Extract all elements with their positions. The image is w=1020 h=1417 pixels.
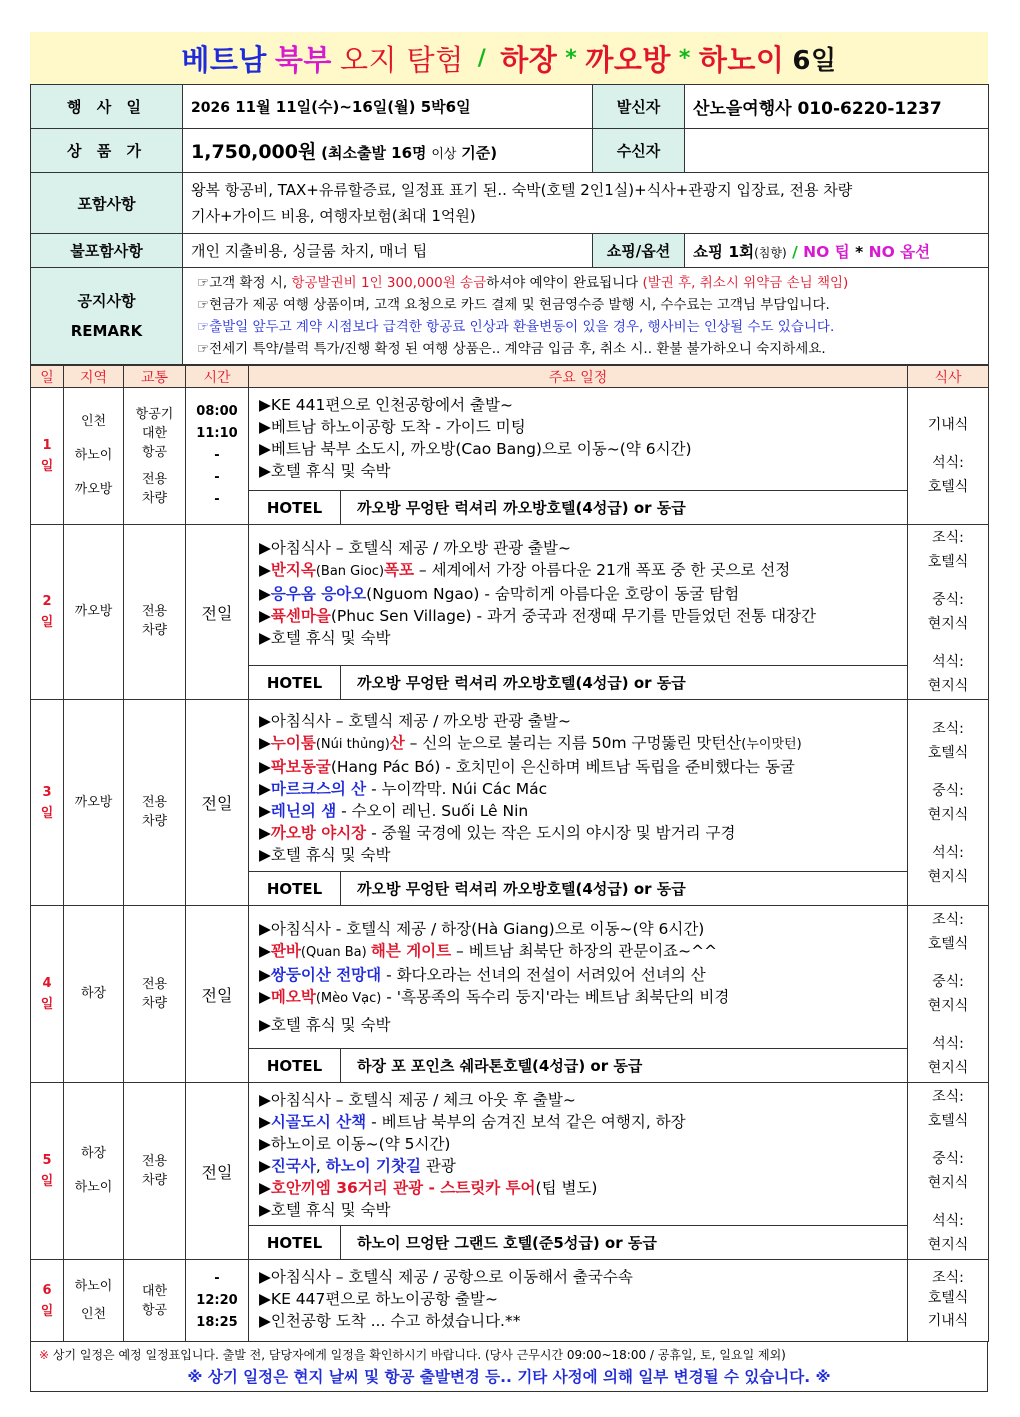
shopping-slash: / — [792, 242, 798, 261]
itinerary-item: ▶호텔 휴식 및 숙박 — [259, 1201, 391, 1219]
hotel-name: 하장 포 포인츠 쉐라톤호텔(4성급) or 동급 — [357, 1057, 643, 1075]
day-regions — [64, 1260, 124, 1342]
title-expedition: 오지 탐험 — [339, 42, 464, 77]
itinerary-item: ▶베트남 북부 소도시, 까오방(Cao Bang)으로 이동~(약 6시간) — [259, 440, 692, 458]
text-cell: - — [214, 492, 220, 507]
text-cell: 중식: — [932, 782, 964, 799]
day-time: 전일 — [186, 700, 249, 906]
notice-line-2: ☞현금가 제공 여행 상품이며, 고객 요청으로 카드 결제 및 현금영수증 발행 시, 수수료는 고객님 부담입니다. — [197, 297, 830, 313]
text-cell: 차량 — [141, 490, 168, 506]
day-row-2 — [31, 525, 989, 700]
text-cell: 현지식 — [927, 998, 969, 1014]
text-cell: – 신의 눈으로 불리는 지름 50m 구멍뚫린 맛턴산 — [404, 734, 742, 752]
text-cell: – 세계에서 가장 아름다운 21개 폭포 중 한 곳으로 선정 — [413, 561, 791, 579]
day-row-6 — [31, 1260, 989, 1342]
text-cell: 호텔식 — [927, 554, 969, 570]
header-day: 일 — [31, 366, 64, 388]
text-cell: 하노이 — [74, 1278, 113, 1294]
included-line-1: 왕복 항공비, TAX+유류할증료, 일정표 표기 된.. 숙박(호텔 2인1실)+식사+관광지 입장료, 전용 차량 — [191, 181, 853, 199]
page-title — [30, 32, 988, 84]
day-meals — [908, 388, 989, 525]
header-transport: 교통 — [124, 366, 186, 388]
hotel-label: HOTEL — [249, 872, 341, 905]
header-time: 시간 — [186, 366, 249, 388]
title-days: 6일 — [792, 45, 837, 76]
date-value — [183, 85, 593, 129]
text-cell: 전용 — [141, 977, 168, 992]
itinerary-item: ▶호텔 휴식 및 숙박 — [259, 846, 391, 864]
text-cell: 조식: — [932, 530, 964, 546]
text-cell: 폭포 — [384, 561, 414, 579]
text-cell: (Hang Pác Bó) - 호치민이 은신하며 베트남 독립을 준비했다는 동굴 — [330, 758, 795, 776]
header-region: 지역 — [64, 366, 124, 388]
itinerary-item: ▶메오박(Mèo Vạc) - '흑몽족의 독수리 둥지'라는 베트남 최북단의 비경 — [259, 988, 730, 1006]
text-cell: 차량 — [141, 623, 168, 638]
text-cell: 중식: — [932, 592, 964, 608]
day-regions — [64, 906, 124, 1083]
text-cell: 일 — [40, 1303, 54, 1319]
text-cell: 꽌바 — [270, 942, 301, 960]
shopping-star: * — [855, 242, 864, 261]
text-cell: 호안끼엠 36거리 관광 - 스트릿카 투어 — [270, 1179, 536, 1197]
text-cell: 마르크스의 산 — [270, 780, 367, 798]
footer-note-2: ※ 상기 일정은 현지 날씨 및 항공 출발변경 등.. 기타 사정에 의해 일부 변경될 수 있습니다. ※ — [187, 1368, 831, 1386]
day-number — [31, 388, 64, 525]
text-cell: 차량 — [141, 1173, 168, 1188]
text-cell: 호텔식 — [927, 1113, 969, 1129]
hotel-row — [249, 871, 907, 905]
text-cell: 상기 일정은 예정 일정표입니다. 출발 전, 담당자에게 일정을 확인하시기 바랍니다. (당사 근무시간 09:00~18:00 / 공휴일, 토, 일요일 제외) — [49, 1348, 786, 1362]
notice-line-1 — [197, 272, 980, 294]
day-row-5 — [31, 1083, 989, 1260]
itinerary-item: ▶KE 441편으로 인천공항에서 출발~ — [259, 396, 513, 414]
day-regions — [64, 388, 124, 525]
schedule-table — [30, 365, 989, 1342]
text-cell: ※ — [39, 1348, 50, 1362]
itinerary-item: ▶아침식사 – 호텔식 제공 / 까오방 관광 출발~ — [259, 539, 571, 557]
text-cell: – 베트남 최북단 하장의 관문이죠~^^ — [451, 942, 718, 960]
text-cell: 까오방 — [74, 482, 113, 497]
text-cell: 11:10 — [196, 426, 238, 441]
text-cell: 항공 — [141, 444, 168, 460]
day-itinerary — [249, 388, 908, 525]
no-option: NO 옵션 — [868, 242, 931, 261]
hotel-name: 까오방 무엉탄 럭셔리 까오방호텔(4성급) or 동급 — [357, 499, 686, 517]
notice-label — [31, 268, 183, 365]
day-itinerary — [249, 525, 908, 700]
text-cell: (팁 별도) — [535, 1179, 598, 1197]
hotel-name: 까오방 무엉탄 럭셔리 까오방호텔(4성급) or 동급 — [357, 674, 686, 692]
text-cell: 현지식 — [927, 616, 969, 632]
text-cell: 인천 — [80, 1306, 107, 1322]
text-cell: 일 — [40, 1174, 54, 1189]
day-meals — [908, 700, 989, 906]
no-tip: NO 팁 — [803, 242, 850, 261]
price-label: 상 품 가 — [31, 129, 183, 173]
receiver-label: 수신자 — [593, 129, 685, 173]
text-cell: 까오방 야시장 — [270, 824, 367, 842]
text-cell: 조식: — [932, 720, 964, 737]
text-cell: 시골도시 산책 — [270, 1113, 367, 1131]
text-cell: (Ban Gioc) — [315, 564, 385, 579]
itinerary-item: ▶호텔 휴식 및 숙박 — [259, 629, 391, 647]
itinerary-item: ▶아침식사 – 호텔식 제공 / 까오방 관광 출발~ — [259, 712, 571, 730]
text-cell: 현지식 — [927, 1175, 969, 1191]
itinerary-item: ▶아침식사 – 호텔식 제공 / 체크 아웃 후 출발~ — [259, 1091, 576, 1109]
day-transport — [124, 1083, 186, 1260]
excluded-label: 불포함사항 — [31, 234, 183, 268]
notice-1c: 하셔야 예약이 완료됩니다 — [486, 275, 639, 291]
text-cell: 전용 — [141, 471, 168, 487]
text-cell: 관광 — [420, 1157, 456, 1175]
text-cell: 08:00 — [196, 404, 238, 419]
day-row-4 — [31, 906, 989, 1083]
notice-body — [183, 268, 989, 365]
text-cell: (Mèo Vạc) — [315, 991, 382, 1006]
text-cell: 일 — [40, 805, 54, 821]
text-cell: 석식: — [932, 1036, 964, 1052]
text-cell: (누이맛턴) — [741, 737, 802, 752]
text-cell: 전용 — [141, 1154, 168, 1169]
sender-label: 발신자 — [593, 85, 685, 129]
text-cell: 호텔식 — [927, 1289, 969, 1306]
text-cell: 4 — [42, 976, 52, 991]
text-cell: 석식: — [932, 654, 964, 670]
text-cell: 현지식 — [927, 806, 969, 823]
price-cell — [183, 129, 593, 173]
text-cell: - '흑몽족의 독수리 둥지'라는 베트남 최북단의 비경 — [381, 988, 730, 1006]
price-value: 1,750,000원 — [191, 141, 317, 163]
day-transport — [124, 388, 186, 525]
excluded-value: 개인 지출비용, 싱글룸 차지, 매너 팁 — [183, 234, 593, 268]
text-cell: 12:20 — [196, 1292, 238, 1308]
text-cell: (Nguom Ngao) - 숨막히게 아름다운 호랑이 동굴 탐험 — [366, 585, 740, 603]
text-cell: 호텔식 — [927, 479, 969, 495]
day-number — [31, 700, 64, 906]
text-cell: 레닌의 샘 — [270, 802, 337, 820]
text-cell: 항공기 — [135, 406, 174, 422]
included-line-2: 기사+가이드 비용, 여행자보험(최대 1억원) — [191, 207, 476, 225]
itinerary-item: ▶응우옴 응아오(Nguom Ngao) - 숨막히게 아름다운 호랑이 동굴 탐험 — [259, 585, 740, 603]
notice-line-3: ☞출발일 앞두고 계약 시점보다 급격한 항공료 인상과 환율변동이 있을 경우, 행사비는 인상될 수도 있습니다. — [197, 319, 835, 335]
text-cell: (Núi thủng) — [315, 737, 390, 752]
notice-line-4: ☞전세기 특약/블럭 특가/진행 확정 된 여행 상품은.. 계약금 입금 후, 취소 시.. 환불 불가하오니 숙지하세요. — [197, 341, 826, 357]
date-range: 11월 11일(수)~16일(월) 5박6일 — [235, 98, 471, 116]
text-cell: 석식: — [932, 1213, 964, 1229]
text-cell: 전용 — [141, 604, 168, 619]
text-cell: 석식: — [932, 455, 964, 471]
date-year: 2026 — [191, 100, 230, 116]
date-label: 행 사 일 — [31, 85, 183, 129]
text-cell: 3 — [42, 784, 52, 800]
text-cell: , — [315, 1157, 326, 1175]
text-cell: 까오방 — [74, 794, 113, 810]
text-cell: 조식: — [932, 912, 964, 928]
day-regions — [64, 525, 124, 700]
text-cell: 일 — [40, 615, 54, 630]
day-time: 전일 — [186, 906, 249, 1083]
notice-label-en: REMARK — [70, 322, 143, 340]
day-row-3 — [31, 700, 989, 906]
day-meals — [908, 906, 989, 1083]
text-cell: 응우옴 응아오 — [270, 585, 367, 603]
included-label: 포함사항 — [31, 173, 183, 234]
title-star-1: * — [565, 45, 578, 71]
text-cell: - — [214, 1270, 220, 1286]
text-cell: 석식: — [932, 844, 964, 861]
itinerary-item: ▶아침식사 - 호텔식 제공 / 하장(Hà Giang)으로 이동~(약 6시간) — [259, 920, 705, 938]
header-meals: 식사 — [908, 366, 989, 388]
sender-value: 산노을여행사 010-6220-1237 — [685, 85, 989, 129]
text-cell: 일 — [40, 997, 54, 1012]
title-north: 북부 — [274, 42, 332, 77]
day-row-1 — [31, 388, 989, 525]
footer-notes — [30, 1342, 988, 1392]
text-cell: 퓩센마을 — [270, 607, 331, 625]
price-note-a: (최소출발 16명 — [321, 144, 427, 162]
header-itinerary: 주요 일정 — [249, 366, 908, 388]
day-itinerary — [249, 1260, 908, 1342]
text-cell: - 중월 국경에 있는 작은 도시의 야시장 및 밤거리 구경 — [366, 824, 736, 842]
text-cell: 까오방 — [74, 604, 113, 619]
included-value — [183, 173, 989, 234]
day-meals — [908, 1260, 989, 1342]
day-number — [31, 525, 64, 700]
hotel-label: HOTEL — [249, 1049, 341, 1082]
text-cell: (Phuc Sen Village) - 과거 중국과 전쟁때 무기를 만들었던 전통 대장간 — [330, 607, 817, 625]
text-cell: (Quan Ba) — [300, 945, 371, 960]
itinerary-page — [30, 32, 988, 1392]
day-regions — [64, 700, 124, 906]
hotel-label: HOTEL — [249, 491, 341, 524]
text-cell: 기내식 — [927, 1312, 969, 1329]
title-separator: / — [477, 45, 487, 71]
itinerary-item: ▶시골도시 산책 - 베트남 북부의 숨겨진 보석 같은 여행지, 하장 — [259, 1113, 686, 1131]
price-note-b: 이상 — [431, 147, 457, 162]
itinerary-item: ▶아침식사 – 호텔식 제공 / 공항으로 이동해서 출국수속 — [259, 1268, 633, 1286]
text-cell: 반지옥 — [270, 561, 316, 579]
day-transport — [124, 700, 186, 906]
day-times — [186, 1260, 249, 1342]
shopping-value — [685, 234, 989, 268]
title-star-2: * — [678, 45, 691, 71]
text-cell: 진국사 — [270, 1157, 316, 1175]
text-cell: 차량 — [141, 813, 168, 829]
itinerary-item: ▶누이툼(Núi thủng)산 – 신의 눈으로 불리는 지름 50m 구멍뚫린 맛턴산(누이맛턴) — [259, 734, 802, 752]
day-regions — [64, 1083, 124, 1260]
text-cell: 호텔식 — [927, 936, 969, 952]
text-cell: 항공 — [141, 1302, 168, 1318]
text-cell: - 베트남 북부의 숨겨진 보석 같은 여행지, 하장 — [366, 1113, 686, 1131]
notice-1b: 항공발권비 1인 300,000원 송금 — [291, 275, 487, 291]
day-number — [31, 1083, 64, 1260]
text-cell: 대한 — [141, 1283, 168, 1299]
itinerary-item: ▶레닌의 샘 - 수오이 레닌. Suối Lê Nin — [259, 802, 529, 820]
itinerary-item: ▶호텔 휴식 및 숙박 — [259, 462, 391, 480]
itinerary-item: ▶까오방 야시장 - 중월 국경에 있는 작은 도시의 야시장 및 밤거리 구경 — [259, 824, 736, 842]
text-cell: 대한 — [141, 425, 168, 441]
day-transport — [124, 525, 186, 700]
day-itinerary — [249, 906, 908, 1083]
day-time: 전일 — [186, 525, 249, 700]
itinerary-item: ▶하노이로 이동~(약 5시간) — [259, 1135, 451, 1153]
text-cell: 하노이 기찻길 — [325, 1157, 421, 1175]
text-cell: - 화다오라는 선녀의 전설이 서려있어 선녀의 산 — [381, 966, 706, 984]
text-cell: 누이툼 — [270, 734, 316, 752]
itinerary-item: ▶반지옥(Ban Gioc)폭포 – 세계에서 가장 아름다운 21개 폭포 중 한 곳으로 선정 — [259, 561, 791, 579]
text-cell: 쌍둥이산 전망대 — [270, 966, 382, 984]
text-cell: 1 — [42, 438, 52, 453]
itinerary-item: ▶호안끼엠 36거리 관광 - 스트릿카 투어(팁 별도) — [259, 1179, 598, 1197]
hotel-name: 하노이 므엉탄 그랜드 호텔(준5성급) or 동급 — [357, 1234, 657, 1252]
itinerary-item: ▶꽌바(Quan Ba) 해븐 게이트 – 베트남 최북단 하장의 관문이죠~^^ — [259, 942, 718, 960]
text-cell: 산 — [389, 734, 405, 752]
itinerary-item: ▶진국사, 하노이 기찻길 관광 — [259, 1157, 456, 1175]
price-note-c: 기준) — [461, 144, 498, 162]
itinerary-item: ▶KE 447편으로 하노이공항 출발~ — [259, 1290, 498, 1308]
text-cell: 하노이 — [74, 448, 113, 463]
text-cell: - 수오이 레닌. Suối Lê Nin — [336, 802, 529, 820]
itinerary-item: ▶베트남 하노이공항 도착 - 가이드 미팅 — [259, 418, 526, 436]
title-hagiang: 하장 — [500, 42, 558, 77]
info-table — [30, 84, 989, 365]
day-number — [31, 1260, 64, 1342]
text-cell: 하노이 — [74, 1180, 113, 1195]
text-cell: 전용 — [141, 794, 168, 810]
text-cell: 현지식 — [927, 678, 969, 694]
text-cell: - 누이깍막. Núi Các Mác — [366, 780, 548, 798]
day-time: 전일 — [186, 1083, 249, 1260]
title-hanoi: 하노이 — [698, 42, 785, 77]
text-cell: 호텔식 — [927, 744, 969, 761]
text-cell: 18:25 — [196, 1314, 238, 1330]
day-itinerary — [249, 1083, 908, 1260]
text-cell: 6 — [42, 1282, 52, 1298]
text-cell: 해븐 게이트 — [370, 942, 452, 960]
text-cell: 하장 — [80, 986, 107, 1001]
text-cell: 메오박 — [270, 988, 316, 1006]
title-caobang: 까오방 — [585, 42, 671, 77]
day-itinerary — [249, 700, 908, 906]
shopping-count: 쇼핑 1회 — [693, 242, 755, 261]
day-meals — [908, 525, 989, 700]
title-vietnam: 베트남 — [181, 42, 267, 77]
text-cell: - — [214, 448, 220, 463]
footer-note-1 — [39, 1346, 979, 1363]
text-cell: 5 — [42, 1153, 52, 1168]
day-number — [31, 906, 64, 1083]
shopping-item: (침향) — [754, 245, 787, 260]
hotel-row — [249, 665, 907, 699]
text-cell: 조식: — [932, 1269, 964, 1286]
shopping-label: 쇼핑/옵션 — [593, 234, 685, 268]
notice-1a: ☞고객 확정 시, — [197, 275, 288, 291]
text-cell: 현지식 — [927, 868, 969, 885]
text-cell: 2 — [42, 594, 52, 609]
itinerary-item: ▶쌍둥이산 전망대 - 화다오라는 선녀의 전설이 서려있어 선녀의 산 — [259, 966, 706, 984]
notice-label-ko: 공지사항 — [77, 292, 136, 310]
text-cell: - — [214, 470, 220, 485]
text-cell: 인천 — [80, 414, 107, 429]
itinerary-item: ▶호텔 휴식 및 숙박 — [259, 1016, 391, 1034]
text-cell: 하장 — [80, 1146, 107, 1161]
hotel-row — [249, 1048, 907, 1082]
text-cell: 기내식 — [927, 417, 969, 433]
itinerary-item: ▶마르크스의 산 - 누이깍막. Núi Các Mác — [259, 780, 548, 798]
text-cell: 조식: — [932, 1089, 964, 1105]
notice-1d: (발권 후, 취소시 위약금 손님 책임) — [642, 275, 849, 291]
day-meals — [908, 1083, 989, 1260]
itinerary-item: ▶팍보동굴(Hang Pác Bó) - 호치민이 은신하며 베트남 독립을 준비했다는 동굴 — [259, 758, 795, 776]
hotel-label: HOTEL — [249, 666, 341, 699]
itinerary-item: ▶인천공항 도착 ... 수고 하셨습니다.** — [259, 1312, 521, 1330]
hotel-name: 까오방 무엉탄 럭셔리 까오방호텔(4성급) or 동급 — [357, 880, 686, 898]
text-cell: 팍보동굴 — [270, 758, 331, 776]
hotel-row — [249, 1225, 907, 1259]
text-cell: 중식: — [932, 974, 964, 990]
receiver-value — [685, 129, 989, 173]
day-times — [186, 388, 249, 525]
hotel-row — [249, 490, 907, 524]
itinerary-item: ▶퓩센마을(Phuc Sen Village) - 과거 중국과 전쟁때 무기를 만들었던 전통 대장간 — [259, 607, 817, 625]
text-cell: 현지식 — [927, 1060, 969, 1076]
hotel-label: HOTEL — [249, 1226, 341, 1259]
day-transport — [124, 1260, 186, 1342]
day-transport — [124, 906, 186, 1083]
text-cell: 차량 — [141, 996, 168, 1011]
text-cell: 현지식 — [927, 1237, 969, 1253]
text-cell: 중식: — [932, 1151, 964, 1167]
text-cell: 일 — [40, 459, 54, 474]
